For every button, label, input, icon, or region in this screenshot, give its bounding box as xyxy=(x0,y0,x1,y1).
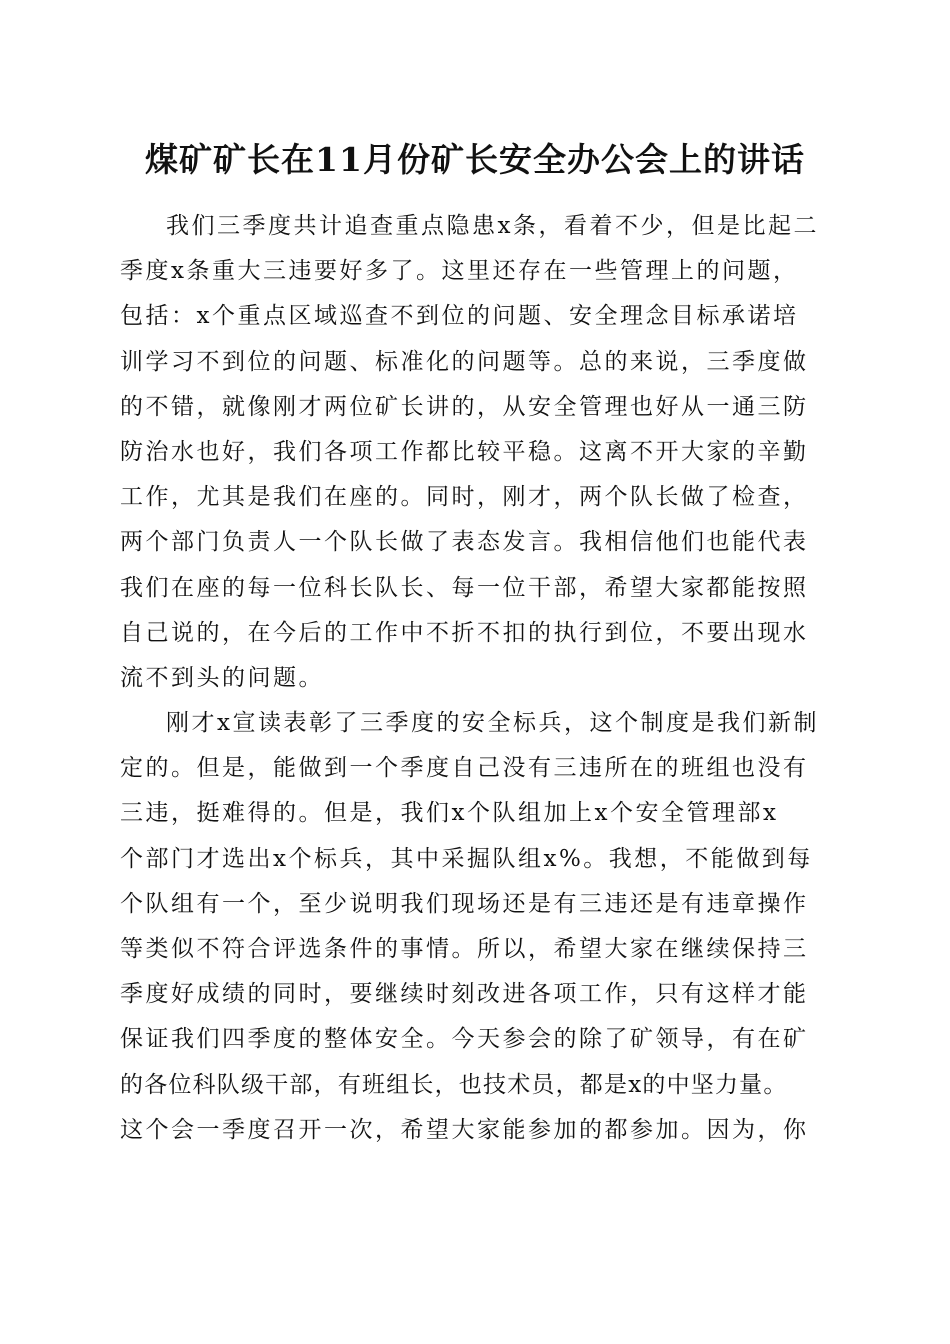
text-line: 的各位科队级干部，有班组长，也技术员，都是x的中坚力量。 xyxy=(120,1071,788,1098)
text-line: 流不到头的问题。 xyxy=(120,664,324,691)
paragraph-1 xyxy=(120,204,835,701)
text-line: 训学习不到位的问题、标准化的问题等。总的来说，三季度做 xyxy=(120,348,809,375)
text-line: 个队组有一个，至少说明我们现场还是有三违还是有违章操作 xyxy=(120,890,809,917)
text-line: 这个会一季度召开一次，希望大家能参加的都参加。因为，你 xyxy=(120,1116,809,1143)
text-line: 刚才x宣读表彰了三季度的安全标兵，这个制度是我们新制 xyxy=(166,710,819,737)
text-line: 的不错，就像刚才两位矿长讲的，从安全管理也好从一通三防 xyxy=(120,393,809,420)
document-body xyxy=(120,204,835,1153)
text-line: 季度x条重大三违要好多了。这里还存在一些管理上的问题， xyxy=(120,258,799,285)
text-line: 我们在座的每一位科长队长、每一位干部，希望大家都能按照 xyxy=(120,574,809,601)
text-line: 三违，挺难得的。但是，我们x个队组加上x个安全管理部x xyxy=(120,800,779,827)
text-line: 我们三季度共计追查重点隐患x条，看着不少，但是比起二 xyxy=(166,213,819,239)
paragraph-2 xyxy=(120,701,835,1153)
document-title: 煤矿矿长在11月份矿长安全办公会上的讲话 xyxy=(145,140,805,179)
text-line: 等类似不符合评选条件的事情。所以，希望大家在继续保持三 xyxy=(120,936,809,962)
text-line: 两个部门负责人一个队长做了表态发言。我相信他们也能代表 xyxy=(120,529,809,556)
text-line: 个部门才选出x个标兵，其中采掘队组x%。我想，不能做到每 xyxy=(120,845,813,872)
text-line: 自己说的，在今后的工作中不折不扣的执行到位，不要出现水 xyxy=(120,619,809,646)
text-line: 工作，尤其是我们在座的。同时，刚才，两个队长做了检查， xyxy=(120,484,809,511)
text-line: 保证我们四季度的整体安全。今天参会的除了矿领导，有在矿 xyxy=(120,1026,809,1053)
text-line: 包括：x个重点区域巡查不到位的问题、安全理念目标承诺培 xyxy=(120,303,799,330)
text-line: 防治水也好，我们各项工作都比较平稳。这离不开大家的辛勤 xyxy=(120,438,809,465)
text-line: 定的。但是，能做到一个季度自己没有三违所在的班组也没有 xyxy=(120,755,809,782)
text-line: 季度好成绩的同时，要继续时刻改进各项工作，只有这样才能 xyxy=(120,981,809,1008)
